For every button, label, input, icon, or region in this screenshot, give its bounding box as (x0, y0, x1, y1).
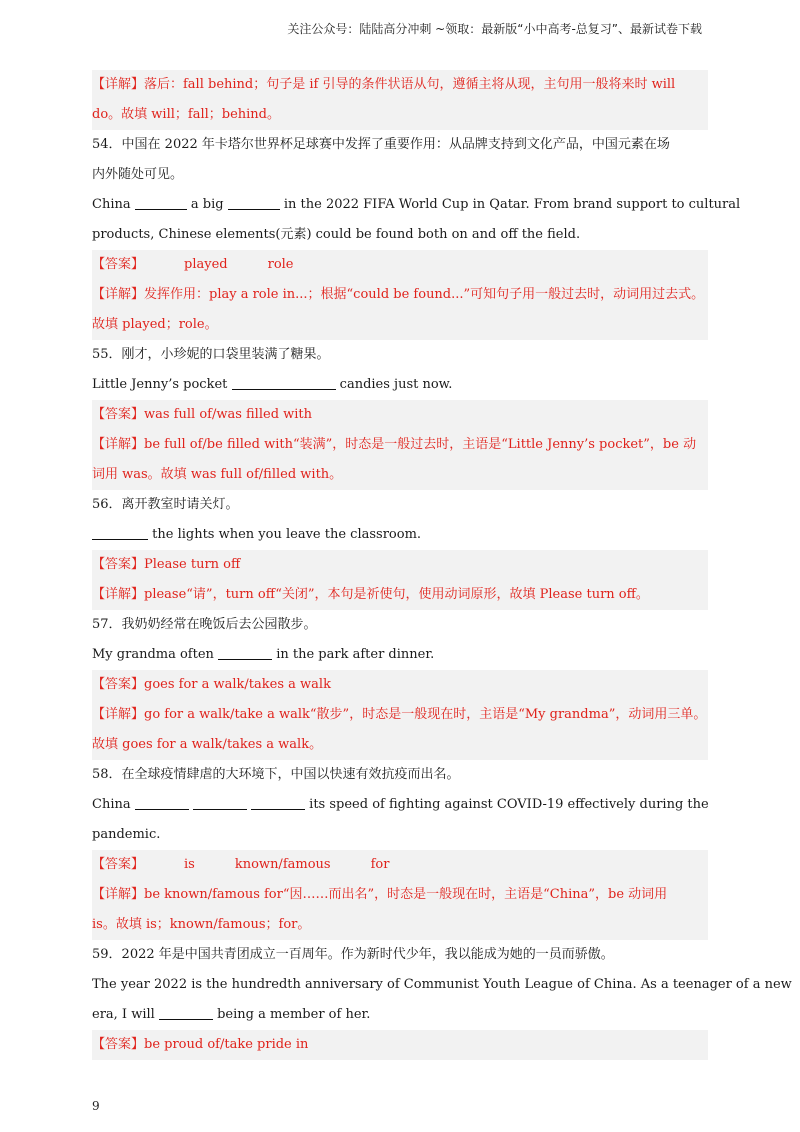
q55-text-a: Little Jenny’s pocket (92, 377, 228, 392)
question-59-english: The year 2022 is the hundredth anniversary of Communist Youth League of China. As a teenager of a new (92, 977, 792, 992)
question-58-english (92, 790, 708, 820)
answer-label: 【答案】 (92, 257, 145, 272)
detail-56-line-1: 【详解】please“请”，turn off“关闭”，本句是祈使句，使用动词原形，故填 Please turn off。 (92, 580, 708, 610)
answer-55: 【答案】was full of/was filled with (92, 400, 708, 430)
detail-57-line-2: 故填 goes for a walk/takes a walk。 (92, 730, 708, 760)
q57-text-a: My grandma often (92, 647, 214, 662)
answer-word-1: is (184, 857, 195, 872)
answer-word-1: played (184, 257, 228, 272)
question-54-chinese-cont: 内外随处可见。 (92, 167, 184, 182)
question-54-english-cont: products, Chinese elements(元素) could be found both on and off the field. (92, 227, 581, 242)
detail-57-line-1: 【详解】go for a walk/take a walk“散步”，时态是一般现在时，主语是“My grandma”，动词用三单。 (92, 700, 708, 730)
answer-blank (135, 194, 187, 210)
q54-text-c: in the 2022 FIFA World Cup in Qatar. From brand support to cultural (283, 197, 741, 212)
page-content (92, 70, 792, 1060)
answer-54 (92, 250, 708, 280)
detail-53-line-1: 【详解】落后：fall behind；句子是 if 引导的条件状语从句，遵循主将从现，主句用一般将来时 will (92, 70, 708, 100)
detail-53-line-2: do。故填 will；fall；behind。 (92, 100, 708, 130)
answer-57: 【答案】goes for a walk/takes a walk (92, 670, 708, 700)
detail-54-line-2: 故填 played；role。 (92, 310, 708, 340)
answer-blank (92, 524, 148, 540)
detail-54-line-1: 【详解】发挥作用：play a role in...；根据“could be found...”可知句子用一般过去时，动词用过去式。 (92, 280, 708, 310)
answer-blank (135, 794, 189, 810)
question-59-chinese: 59．2022 年是中国共青团成立一百周年。作为新时代少年，我以能成为她的一员而骄傲。 (92, 947, 614, 962)
page-header: 关注公众号：陆陆高分冲刺 ~领取：最新版“小中高考-总复习”、最新试卷下载 (287, 22, 702, 36)
answer-word-2: known/famous (234, 857, 331, 872)
q55-text-b: candies just now. (339, 377, 453, 392)
answer-blank (232, 374, 336, 390)
q54-text-a: China (92, 197, 131, 212)
question-54-english (92, 190, 741, 220)
answer-blank (193, 794, 247, 810)
detail-55-line-1: 【详解】be full of/be filled with“装满”，时态是一般过去时，主语是“Little Jenny’s pocket”，be 动 (92, 430, 708, 460)
q57-text-b: in the park after dinner. (276, 647, 435, 662)
page-number: 9 (92, 1099, 100, 1113)
answer-58 (92, 850, 708, 880)
q56-text-b: the lights when you leave the classroom. (152, 527, 422, 542)
question-56-chinese: 56．离开教室时请关灯。 (92, 497, 239, 512)
detail-58-line-2: is。故填 is；known/famous；for。 (92, 910, 708, 940)
answer-label: 【答案】 (92, 857, 145, 872)
question-57-chinese: 57．我奶奶经常在晚饭后去公园散步。 (92, 617, 317, 632)
answer-blank (251, 794, 305, 810)
question-55-english (92, 370, 708, 400)
question-55-chinese: 55．刚才，小珍妮的口袋里装满了糖果。 (92, 347, 330, 362)
q59-text-a: era, I will (92, 1007, 155, 1022)
answer-word-3: for (370, 857, 390, 872)
question-54-chinese: 54．中国在 2022 年卡塔尔世界杯足球赛中发挥了重要作用：从品牌支持到文化产品，中国元素在场 (92, 137, 670, 152)
question-56-english (92, 520, 708, 550)
question-57-english (92, 640, 708, 670)
question-58-chinese: 58．在全球疫情肆虐的大环境下，中国以快速有效抗疫而出名。 (92, 767, 460, 782)
answer-59: 【答案】be proud of/take pride in (92, 1030, 708, 1060)
answer-56: 【答案】Please turn off (92, 550, 708, 580)
question-58-english-cont: pandemic. (92, 827, 161, 842)
q58-text-a: China (92, 797, 131, 812)
detail-58-line-1: 【详解】be known/famous for“因……而出名”，时态是一般现在时，主语是“China”，be 动词用 (92, 880, 708, 910)
q54-text-b: a big (190, 197, 224, 212)
q58-text-b: its speed of fighting against COVID-19 effectively during the (309, 797, 709, 812)
answer-blank (228, 194, 280, 210)
answer-word-2: role (267, 257, 294, 272)
q59-text-b: being a member of her. (217, 1007, 371, 1022)
answer-blank (159, 1004, 213, 1020)
question-59-english-cont (92, 1000, 708, 1030)
answer-blank (218, 644, 272, 660)
detail-55-line-2: 词用 was。故填 was full of/filled with。 (92, 460, 708, 490)
